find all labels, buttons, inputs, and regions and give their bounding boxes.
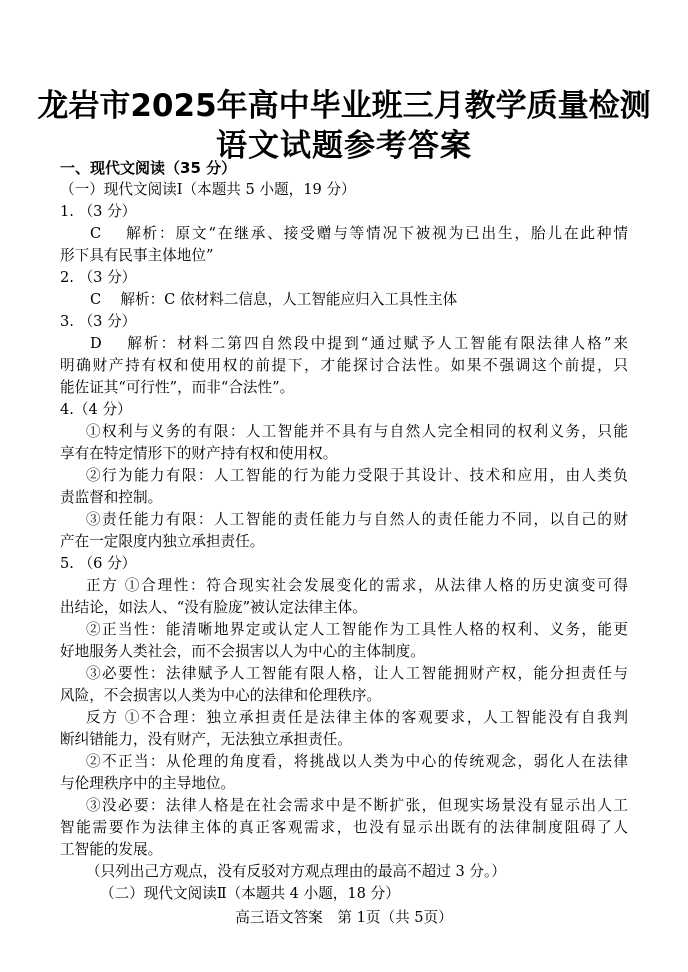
question-5-con-point-2-cont: 与伦理秩序中的主导地位。 <box>60 775 236 792</box>
subsection-heading-reading-2: （二）现代文阅读Ⅱ（本题共 4 小题，18 分） <box>100 885 400 902</box>
question-5-pro-point-2: ②正当性：能清晰地界定或认定人工智能作为工具性人格的权利、义务，能更 <box>86 621 628 638</box>
question-3-answer: D 解析：材料二第四自然段中提到“通过赋予人工智能有限法律人格”来 <box>90 335 628 352</box>
question-5-pro-point-2-cont: 好地服务人类社会，而不会损害以人为中心的主体制度。 <box>60 643 425 660</box>
question-5-con-point-3-cont: 智能需要作为法律主体的真正客观需求，也没有显示出既有的法律制度阻碍了人 <box>60 819 628 836</box>
question-4-point-2-cont: 责监督和控制。 <box>60 489 163 506</box>
question-4-point-2: ②行为能力有限：人工智能的行为能力受限于其设计、技术和应用，由人类负 <box>86 467 628 484</box>
question-1-answer-cont: 形下具有民事主体地位” <box>60 247 214 264</box>
question-5-pro-point-3-cont: 风险，不会损害以人类为中心的法律和伦理秩序。 <box>60 687 382 704</box>
document-subtitle: 语文试题参考答案 <box>216 128 472 164</box>
question-5-pro-point-3: ③必要性：法律赋予人工智能有限人格，让人工智能拥财产权，能分担责任与 <box>86 665 628 682</box>
page-footer: 高三语文答案 第 1页（共 5页） <box>235 909 453 926</box>
section-heading-modern-reading: 一、现代文阅读（35 分） <box>60 159 237 177</box>
scoring-note: （只列出己方观点，没有反驳对方观点理由的最高不超过 3 分。） <box>86 863 506 880</box>
question-4-point-1: ①权利与义务的有限：人工智能并不具有与自然人完全相同的权利义务，只能 <box>86 423 628 440</box>
subsection-heading-reading-1: （一）现代文阅读Ⅰ（本题共 5 小题，19 分） <box>60 181 356 198</box>
question-5-con-point-3: ③没必要：法律人格是在社会需求中是不断扩张，但现实场景没有显示出人工 <box>86 797 628 814</box>
question-5-con-point-1-cont: 断纠错能力，没有财产，无法独立承担责任。 <box>60 731 352 748</box>
question-1-heading: 1. （3 分） <box>60 203 137 220</box>
question-4-heading: 4.（4 分） <box>60 401 132 418</box>
question-5-pro-point-1: 正方 ①合理性：符合现实社会发展变化的需求，从法律人格的历史演变可得 <box>86 577 628 594</box>
question-2-heading: 2. （3 分） <box>60 269 137 286</box>
question-5-con-point-2: ②不正当：从伦理的角度看，将挑战以人类为中心的传统观念，弱化人在法律 <box>86 753 628 770</box>
question-3-answer-cont: 能佐证其“可行性”，而非“合法性”。 <box>60 379 295 396</box>
question-5-con-point-3-cont: 工智能的发展。 <box>60 841 163 858</box>
question-4-point-1-cont: 享有在特定情形下的财产持有权和使用权。 <box>60 445 338 462</box>
question-2-answer: C 解析：C 依材料二信息，人工智能应归入工具性主体 <box>90 291 458 308</box>
document-title: 龙岩市2025年高中毕业班三月教学质量检测 <box>37 88 651 124</box>
question-3-heading: 3. （3 分） <box>60 313 137 330</box>
question-5-con-point-1: 反方 ①不合理：独立承担责任是法律主体的客观要求，人工智能没有自我判 <box>86 709 628 726</box>
question-4-point-3: ③责任能力有限：人工智能的责任能力与自然人的责任能力不同，以自己的财 <box>86 511 628 528</box>
question-5-heading: 5. （6 分） <box>60 555 137 572</box>
question-4-point-3-cont: 产在一定限度内独立承担责任。 <box>60 533 265 550</box>
question-3-answer-cont: 明确财产持有权和使用权的前提下，才能探讨合法性。如果不强调这个前提，只 <box>60 357 628 374</box>
question-5-pro-point-1-cont: 出结论，如法人、“没有脸庞”被认定法律主体。 <box>60 599 367 616</box>
question-1-answer: C 解析：原文“在继承、接受赠与等情况下被视为已出生，胎儿在此种情 <box>90 225 628 242</box>
